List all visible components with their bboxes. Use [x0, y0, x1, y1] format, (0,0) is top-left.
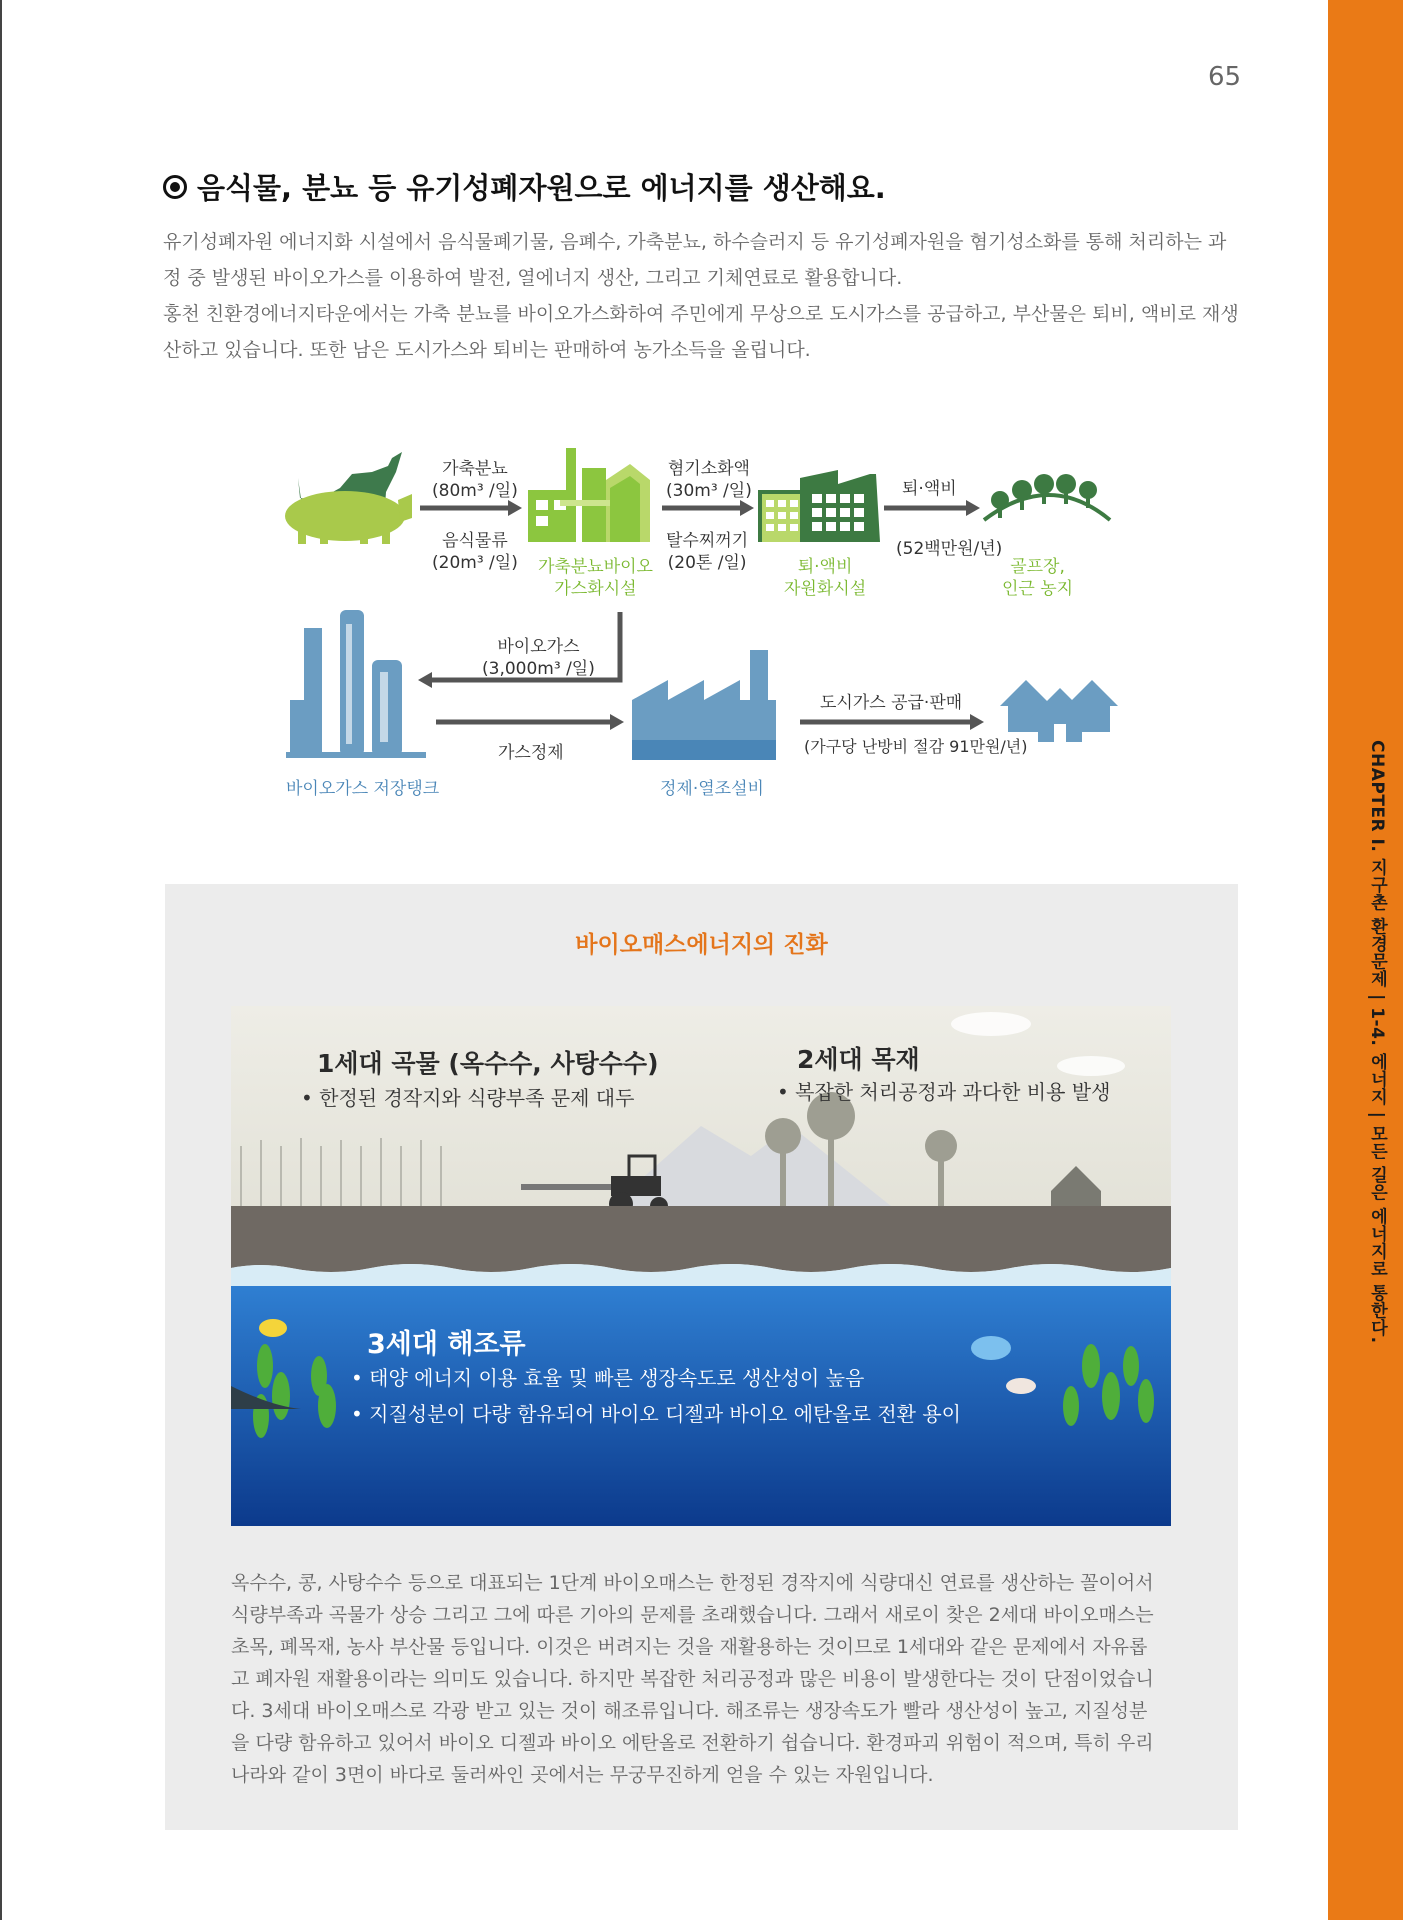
golf-course-trees-icon	[984, 474, 1110, 520]
city-gas-supply-label: 도시가스 공급·판매	[820, 693, 963, 713]
body-line: 나라와 같이 3면이 바다로 둘러싸인 곳에서는 무궁무진하게 얻을 수 있는 자원입니다.	[231, 1764, 934, 1786]
biomass-generations-illustration	[231, 1006, 1171, 1426]
diagram-graphics	[0, 0, 1328, 820]
gen1-title: 1세대 곡물 (옥수수, 사탕수수)	[317, 1049, 659, 1078]
refinery-label: 정제·열조설비	[660, 779, 764, 799]
biomass-box-title: 바이오매스에너지의 진화	[575, 932, 828, 958]
body-line: 고 폐자원 재활용이라는 의미도 있습니다. 하지만 복잡한 처리공정과 많은 비용이 발생한다는 것이 단점이었습니	[231, 1668, 1154, 1690]
input-livestock-manure-label: 가축분뇨 (80m³ /일)	[432, 459, 518, 501]
livestock-icon	[285, 452, 412, 544]
biogas-facility-icon	[528, 448, 650, 542]
biogas-storage-tank-icon	[286, 610, 426, 758]
body-line: 초목, 폐목재, 농사 부산물 등입니다. 이것은 버려지는 것을 재활용하는 것이므로 1세대와 같은 문제에서 자유롭	[231, 1636, 1148, 1658]
side-chapter-label: CHAPTER I. 지구촌 환경문제 | 1-4. 에너지 | 모든 길은 에너지로 통한다.	[1367, 740, 1387, 1344]
body-line: 식량부족과 곡물가 상승 그리고 그에 따른 기아의 문제를 초래했습니다. 그래서 새로이 찾은 2세대 바이오매스는	[231, 1604, 1154, 1626]
gen2-description: • 복잡한 처리공정과 과다한 비용 발생	[777, 1080, 1111, 1104]
body-line: 옥수수, 콩, 사탕수수 등으로 대표되는 1단계 바이오매스는 한정된 경작지에 식량대신 연료를 생산하는 꼴이어서	[231, 1572, 1154, 1594]
gas-purification-label: 가스정제	[498, 743, 564, 763]
gen3-title: 3세대 해조류	[367, 1329, 526, 1360]
intro-paragraph-2: 홍천 친환경에너지타운에서는 가축 분뇨를 바이오가스화하여 주민에게 무상으로 도시가스를 공급하고, 부산물은 퇴비, 액비로 재생산하고 있습니다. 또한 남은 도시가스와 퇴비는 판매하여 농가소득을 올립니다.	[163, 303, 1239, 361]
heating-saving-label: (가구당 난방비 절감 91만원/년)	[804, 737, 1028, 756]
compost-facility-label: 퇴·액비 자원화시설	[784, 557, 867, 599]
refinery-factory-icon	[632, 650, 776, 760]
input-food-waste-label: 음식물류 (20m³ /일)	[432, 531, 518, 573]
section-heading-text: 음식물, 분뇨 등 유기성폐자원으로 에너지를 생산해요.	[197, 171, 886, 205]
gen2-title: 2세대 목재	[797, 1045, 920, 1074]
intro-paragraph-1: 유기성폐자원 에너지화 시설에서 음식물폐기물, 음폐수, 가축분뇨, 하수슬러지 등 유기성폐자원을 혐기성소화를 통해 처리하는 과정 중 발생된 바이오가스를 이용하여 발전, 열에너지 생산, 그리고 기체연료로 활용합니다.	[163, 231, 1227, 289]
gen3-description-1: • 태양 에너지 이용 효율 및 빠른 생장속도로 생산성이 높음	[351, 1366, 865, 1390]
digestate-label: 혐기소화액 (30m³ /일)	[666, 459, 752, 501]
biogas-process-diagram	[0, 0, 1328, 820]
body-line: 을 다량 함유하고 있어서 바이오 디젤과 바이오 에탄올로 전환하기 쉽습니다. 환경파괴 위험이 적으며, 특히 우리	[231, 1732, 1154, 1754]
biogas-facility-label: 가축분뇨바이오 가스화시설	[538, 557, 653, 599]
compost-value-label: (52백만원/년)	[896, 539, 1003, 559]
biogas-flow-label: 바이오가스 (3,000m³ /일)	[482, 637, 595, 679]
page-number: 65	[1208, 62, 1242, 92]
gen1-description: • 한정된 경작지와 식량부족 문제 대두	[301, 1086, 635, 1110]
golf-course-farmland-label: 골프장, 인근 농지	[1002, 557, 1074, 599]
compost-product-label: 퇴·액비	[902, 479, 957, 499]
biomass-evolution-box	[165, 884, 1238, 1830]
gen3-description-2: • 지질성분이 다량 함유되어 바이오 디젤과 바이오 에탄올로 전환 용이	[351, 1402, 961, 1426]
compost-facility-icon	[758, 470, 880, 542]
body-line: 다. 3세대 바이오매스로 각광 받고 있는 것이 해조류입니다. 해조류는 생장속도가 빨라 생산성이 높고, 지질성분	[231, 1700, 1148, 1722]
dewatered-sludge-label: 탈수찌꺼기 (20톤 /일)	[666, 531, 749, 573]
biomass-body-text	[231, 1567, 1176, 1791]
storage-tank-label: 바이오가스 저장탱크	[286, 779, 440, 799]
houses-icon	[1000, 680, 1118, 742]
